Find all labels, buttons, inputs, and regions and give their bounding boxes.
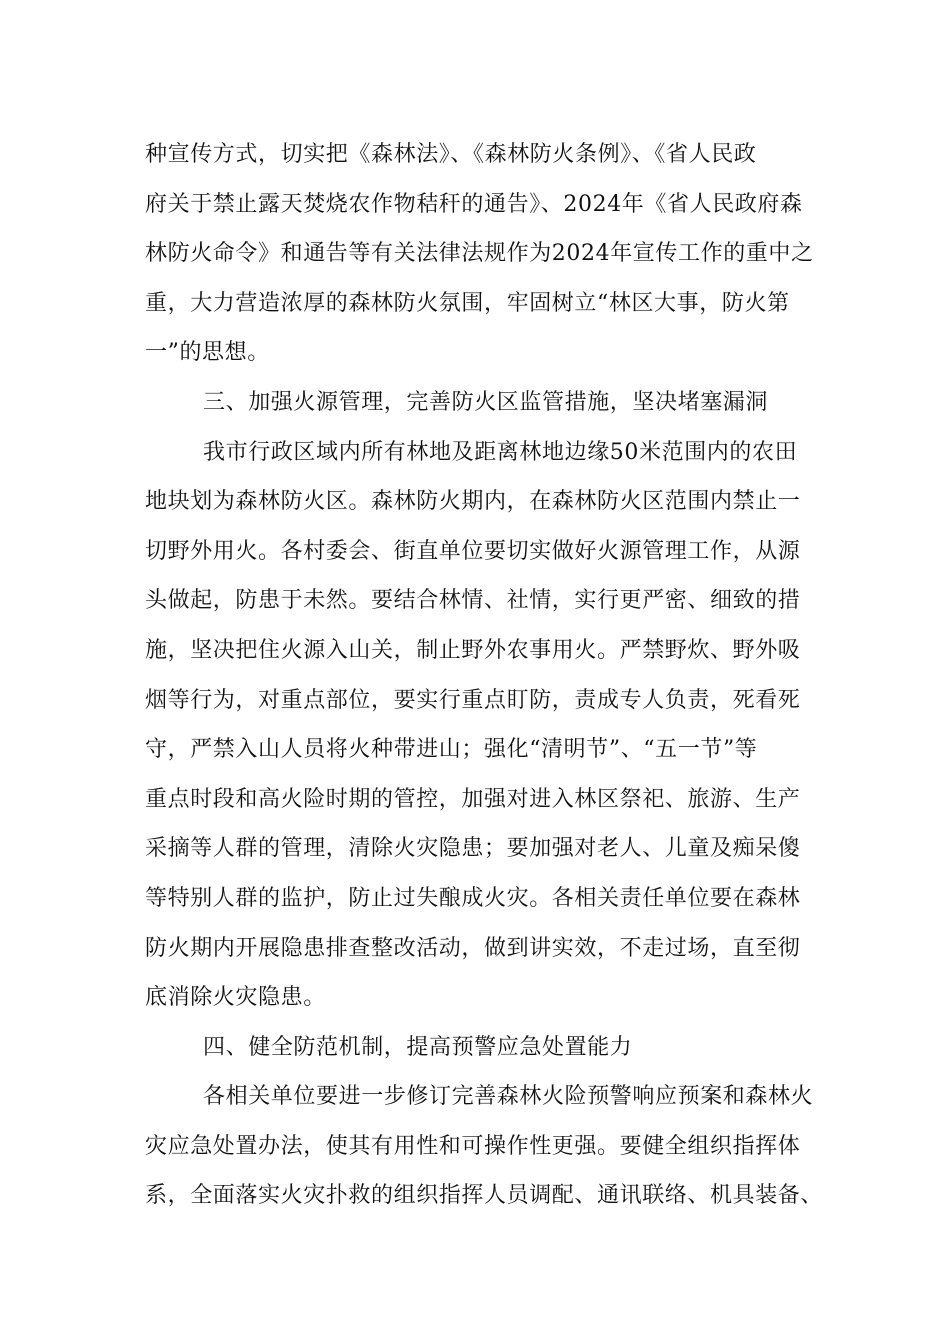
text-line: 重点时段和高火险时期的管控，加强对进入林区祭祀、旅游、生产: [145, 786, 801, 812]
text-line: 采摘等人群的管理，清除火灾隐患；要加强对老人、儿童及痴呆傻: [145, 836, 801, 862]
text-line: 地块划为森林防火区。森林防火期内，在森林防火区范围内禁止一: [145, 489, 801, 515]
text-line: 林防火命令》和通告等有关法律法规作为2024年宣传工作的重中之: [145, 241, 814, 267]
body-text: [145, 130, 845, 1221]
text-line: 种宣传方式，切实把《森林法》、《森林防火条例》、《省人民政: [145, 142, 757, 167]
text-line: 重，大力营造浓厚的森林防火氛围，牢固树立“林区大事，防火第: [145, 290, 790, 316]
text-line: 切野外用火。各村委会、街直单位要切实做好火源管理工作，从源: [145, 538, 801, 564]
text-line: 我市行政区域内所有林地及距离林地边缘50米范围内的农田: [203, 439, 798, 465]
text-line: 各相关单位要进一步修订完善森林火险预警响应预案和森林火: [203, 1084, 814, 1110]
text-line: 防火期内开展隐患排查整改活动，做到讲实效，不走过场，直至彻: [145, 935, 801, 961]
text-line: 烟等行为，对重点部位，要实行重点盯防，责成专人负责，死看死: [145, 687, 801, 713]
text-line: 施，坚决把住火源入山关，制止野外农事用火。严禁野炊、野外吸: [145, 637, 801, 663]
section-heading: 四、健全防范机制，提高预警应急处置能力: [203, 1034, 633, 1060]
text-line: 等特别人群的监护，防止过失酿成火灾。各相关责任单位要在森林: [145, 885, 801, 911]
text-line: 系，全面落实火灾扑救的组织指挥人员调配、通讯联络、机具装备、: [145, 1183, 824, 1209]
section-heading: 三、加强火源管理，完善防火区监管措施，坚决堵塞漏洞: [203, 389, 769, 415]
text-line: 头做起，防患于未然。要结合林情、社情，实行更严密、细致的措: [145, 588, 801, 614]
text-line: 灾应急处置办法，使其有用性和可操作性更强。要健全组织指挥体: [145, 1133, 801, 1159]
text-line: 守，严禁入山人员将火种带进山；强化“清明节”、“五一节”等: [145, 737, 758, 763]
text-line: 一”的思想。: [145, 340, 270, 366]
text-line: 府关于禁止露天焚烧农作物秸秆的通告》、2024年《省人民政府森: [145, 191, 803, 217]
text-line: 底消除火灾隐患。: [145, 985, 326, 1011]
